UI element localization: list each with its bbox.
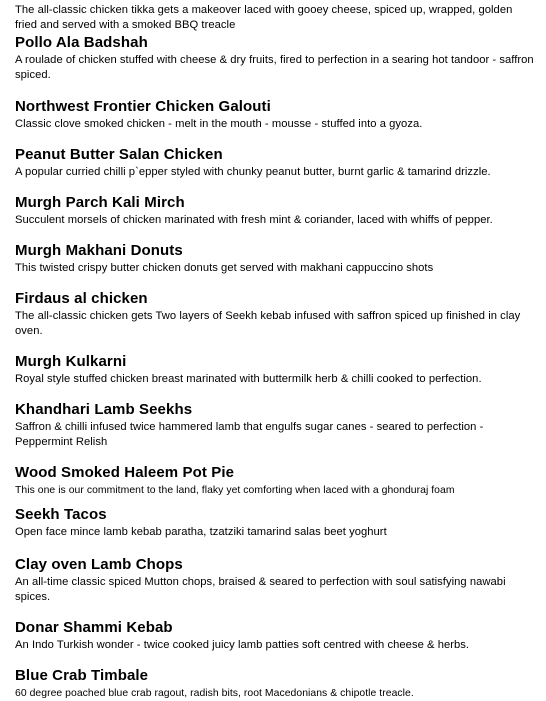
item-description: Succulent morsels of chicken marinated with fresh mint & coriander, laced with whiffs of pepper.	[15, 214, 493, 226]
item-name: Pollo Ala Badshah	[15, 34, 148, 51]
item-name: Seekh Tacos	[15, 506, 107, 523]
menu-item-clay-oven-lamb-chops	[15, 556, 535, 605]
menu-item-northwest-frontier-chicken-galouti	[15, 98, 535, 132]
menu-item-murgh-kulkarni	[15, 353, 535, 387]
menu-item-blue-crab-timbale	[15, 667, 535, 701]
item-description: Classic clove smoked chicken - melt in the mouth - mousse - stuffed into a gyoza.	[15, 118, 423, 130]
item-name: Blue Crab Timbale	[15, 667, 149, 684]
item-description: An Indo Turkish wonder - twice cooked juicy lamb patties soft centred with cheese & herbs.	[15, 639, 470, 651]
menu-item-khandhari-lamb-seekhs	[15, 401, 535, 450]
item-description: Royal style stuffed chicken breast marinated with buttermilk herb & chilli cooked to perfection.	[15, 373, 482, 385]
item-description: Open face mince lamb kebab paratha, tzatziki tamarind salas beet yoghurt	[15, 526, 387, 538]
item-description: This one is our commitment to the land, flaky yet comforting when laced with a ghonduraj foam	[15, 485, 455, 496]
item-name: Wood Smoked Haleem Pot Pie	[15, 464, 235, 481]
item-name: Khandhari Lamb Seekhs	[15, 401, 193, 418]
menu-item-donar-shammi-kebab	[15, 619, 535, 653]
item-description: A roulade of chicken stuffed with cheese & dry fruits, fired to perfection in a searing hot tandoor - saffron spiced.	[15, 54, 534, 81]
menu-item-firdaus-al-chicken	[15, 290, 535, 339]
item-description: The all-classic chicken tikka gets a makeover laced with gooey cheese, spiced up, wrapped, golden fried and served with a smoked BBQ treacle	[15, 4, 513, 31]
item-name: Murgh Kulkarni	[15, 353, 127, 370]
menu-item-murgh-parch-kali-mirch	[15, 194, 535, 228]
menu-item-wood-smoked-haleem-pot-pie	[15, 464, 535, 498]
item-name: Murgh Makhani Donuts	[15, 242, 183, 259]
item-description: A popular curried chilli p`epper styled with chunky peanut butter, burnt garlic & tamarind drizzle.	[15, 166, 491, 178]
item-name: Donar Shammi Kebab	[15, 619, 173, 636]
item-description: Saffron & chilli infused twice hammered lamb that engulfs sugar canes - seared to perfection - Peppermint Relish	[15, 421, 484, 448]
item-name: Clay oven Lamb Chops	[15, 556, 183, 573]
item-name: Peanut Butter Salan Chicken	[15, 146, 223, 163]
item-description: 60 degree poached blue crab ragout, radish bits, root Macedonians & chipotle treacle.	[15, 688, 414, 699]
item-description: This twisted crispy butter chicken donuts get served with makhani cappuccino shots	[15, 262, 434, 274]
item-name: Northwest Frontier Chicken Galouti	[15, 98, 271, 115]
menu-item-peanut-butter-salan-chicken	[15, 146, 535, 180]
menu-item-seekh-tacos	[15, 506, 535, 540]
item-description: The all-classic chicken gets Two layers of Seekh kebab infused with saffron spiced up finished in clay oven.	[15, 310, 521, 337]
menu-item-pollo-ala-badshah	[15, 34, 535, 83]
item-description: An all-time classic spiced Mutton chops, braised & seared to perfection with soul satisfying nawabi spices.	[15, 576, 506, 603]
menu-item-murgh-makhani-donuts	[15, 242, 535, 276]
item-name: Firdaus al chicken	[15, 290, 148, 307]
item-name: Murgh Parch Kali Mirch	[15, 194, 185, 211]
intro-item	[15, 3, 535, 33]
